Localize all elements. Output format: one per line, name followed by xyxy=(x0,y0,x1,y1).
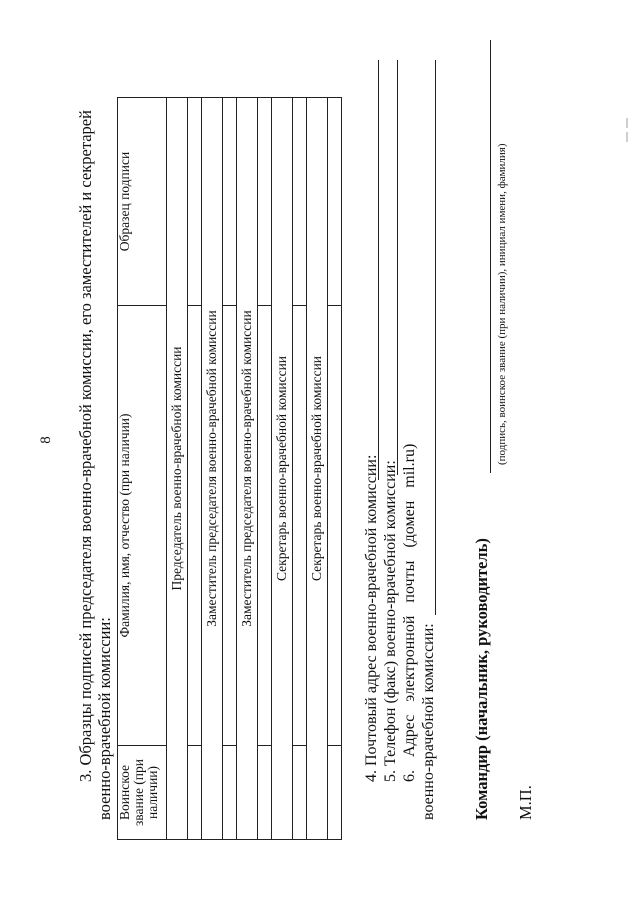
name-cell xyxy=(328,306,342,746)
header-full-name: Фамилия, имя, отчество (при наличии) xyxy=(118,306,167,746)
signature-cell xyxy=(188,98,202,306)
postal-address-line[interactable] xyxy=(378,60,379,480)
name-cell xyxy=(188,306,202,746)
commander-signature-block xyxy=(472,40,508,820)
rank-cell xyxy=(188,746,202,840)
table-row-role xyxy=(307,98,328,840)
section-3-line-1: 3. Образцы подписей председателя военно-врачебной комиссии, его заместителей и секретарей xyxy=(76,110,95,782)
role-label: Председатель военно-врачебной комиссии xyxy=(167,98,188,840)
section-3-heading xyxy=(76,72,114,820)
role-label: Заместитель председателя военно-врачебной комиссии xyxy=(202,98,223,840)
role-label: Заместитель председателя военно-врачебной комиссии xyxy=(237,98,258,840)
header-rank: Воинское звание (при наличии) xyxy=(118,746,167,840)
table-row-role xyxy=(237,98,258,840)
table-row-role xyxy=(167,98,188,840)
postal-address-label: 4. Почтовый адрес военно-врачебной комиссии: xyxy=(363,454,380,782)
email-label-continued: военно-врачебной комиссии: xyxy=(420,623,437,820)
signature-cell xyxy=(328,98,342,306)
phone-line[interactable] xyxy=(397,60,398,475)
table-row-role xyxy=(272,98,293,840)
role-label: Секретарь военно-врачебной комиссии xyxy=(307,98,328,840)
stamp-place: М.П. xyxy=(516,785,535,820)
table-row xyxy=(258,98,272,840)
table-header-row xyxy=(118,98,167,840)
commander-title: Командир (начальник, руководитель) xyxy=(472,538,491,820)
table-row xyxy=(223,98,237,840)
commander-signature-line[interactable] xyxy=(490,40,491,473)
rank-cell xyxy=(258,746,272,840)
scan-mark xyxy=(626,118,628,128)
rank-cell xyxy=(293,746,307,840)
table-row-role xyxy=(202,98,223,840)
signature-cell xyxy=(223,98,237,306)
phone-label: 5. Телефон (факс) военно-врачебной комиссии: xyxy=(382,460,399,782)
email-label: 6. Адрес электронной почты (домен mil.ru) xyxy=(401,443,418,782)
email-field xyxy=(400,60,419,820)
name-cell xyxy=(258,306,272,746)
rank-cell xyxy=(223,746,237,840)
signature-hint: (подпись, воинское звание (при наличии), инициал имени, фамилия) xyxy=(496,143,508,465)
signature-cell xyxy=(258,98,272,306)
contact-fields xyxy=(362,60,438,820)
header-signature-sample: Образец подписи xyxy=(118,98,167,306)
email-field-continued xyxy=(419,60,438,820)
role-label: Секретарь военно-врачебной комиссии xyxy=(272,98,293,840)
name-cell xyxy=(293,306,307,746)
postal-address-field xyxy=(362,60,381,820)
table-row xyxy=(328,98,342,840)
rank-cell xyxy=(328,746,342,840)
section-3-line-2: военно-врачебной комиссии: xyxy=(95,617,114,820)
signature-cell xyxy=(293,98,307,306)
name-cell xyxy=(223,306,237,746)
page-number: 8 xyxy=(38,436,54,444)
phone-field xyxy=(381,60,400,820)
scan-mark xyxy=(626,132,628,142)
table-row xyxy=(188,98,202,840)
signature-samples-table xyxy=(117,97,342,840)
email-line[interactable] xyxy=(435,60,436,615)
table-row xyxy=(293,98,307,840)
